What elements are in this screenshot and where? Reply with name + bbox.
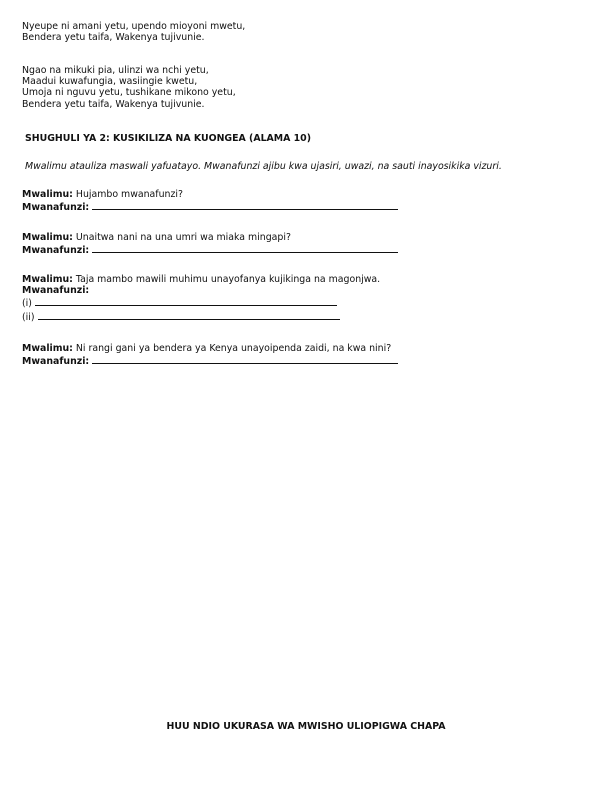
question-3 <box>22 274 380 323</box>
teacher-label: Mwalimu: <box>22 232 73 243</box>
answer-blank[interactable] <box>92 354 398 364</box>
student-line <box>22 354 398 367</box>
question-text: Unaitwa nani na una umri wa miaka mingapi? <box>75 232 291 243</box>
answer-item <box>22 296 380 309</box>
teacher-line <box>22 343 398 354</box>
poem-line: Nyeupe ni amani yetu, upendo mioyoni mwetu, <box>22 21 246 32</box>
student-label: Mwanafunzi: <box>22 202 90 214</box>
question-4 <box>22 343 398 367</box>
answer-blank[interactable] <box>38 310 340 320</box>
poem-line: Maadui kuwafungia, wasiingie kwetu, <box>22 76 198 88</box>
answer-blank[interactable] <box>92 243 398 253</box>
poem-line: Ngao na mikuki pia, ulinzi wa nchi yetu, <box>22 65 209 76</box>
answer-blank[interactable] <box>92 200 398 210</box>
question-text: Hujambo mwanafunzi? <box>75 189 183 200</box>
question-text: Ni rangi gani ya bendera ya Kenya unayoipenda zaidi, na kwa nini? <box>75 343 392 354</box>
teacher-label: Mwalimu: <box>22 189 73 200</box>
question-1 <box>22 189 398 213</box>
teacher-label: Mwalimu: <box>22 343 73 354</box>
student-line <box>22 200 398 213</box>
student-line <box>22 285 380 296</box>
teacher-line <box>22 274 380 285</box>
section-instruction: Mwalimu atauliza maswali yafuatayo. Mwanafunzi ajibu kwa ujasiri, uwazi, na sauti inayosikika vizuri. <box>25 161 502 172</box>
student-label: Mwanafunzi: <box>22 245 90 257</box>
item-number: (i) <box>22 298 32 310</box>
student-label: Mwanafunzi: <box>22 356 90 368</box>
poem-stanza-1 <box>22 21 245 43</box>
poem-line: Bendera yetu taifa, Wakenya tujivunie. <box>22 32 205 44</box>
answer-item <box>22 310 380 323</box>
teacher-line <box>22 189 398 200</box>
teacher-line <box>22 232 398 243</box>
poem-stanza-2 <box>22 65 236 110</box>
poem-line: Bendera yetu taifa, Wakenya tujivunie. <box>22 98 205 110</box>
section-heading: SHUGHULI YA 2: KUSIKILIZA NA KUONGEA (ALAMA 10) <box>25 133 311 144</box>
student-line <box>22 243 398 256</box>
answer-blank[interactable] <box>35 296 337 306</box>
poem-line: Umoja ni nguvu yetu, tushikane mikono yetu, <box>22 87 236 99</box>
item-number: (ii) <box>22 311 35 323</box>
question-2 <box>22 232 398 256</box>
teacher-label: Mwalimu: <box>22 274 73 285</box>
page-footer: HUU NDIO UKURASA WA MWISHO ULIOPIGWA CHAPA <box>166 721 446 732</box>
student-label: Mwanafunzi: <box>22 285 90 297</box>
question-text: Taja mambo mawili muhimu unayofanya kujikinga na magonjwa. <box>75 274 381 285</box>
